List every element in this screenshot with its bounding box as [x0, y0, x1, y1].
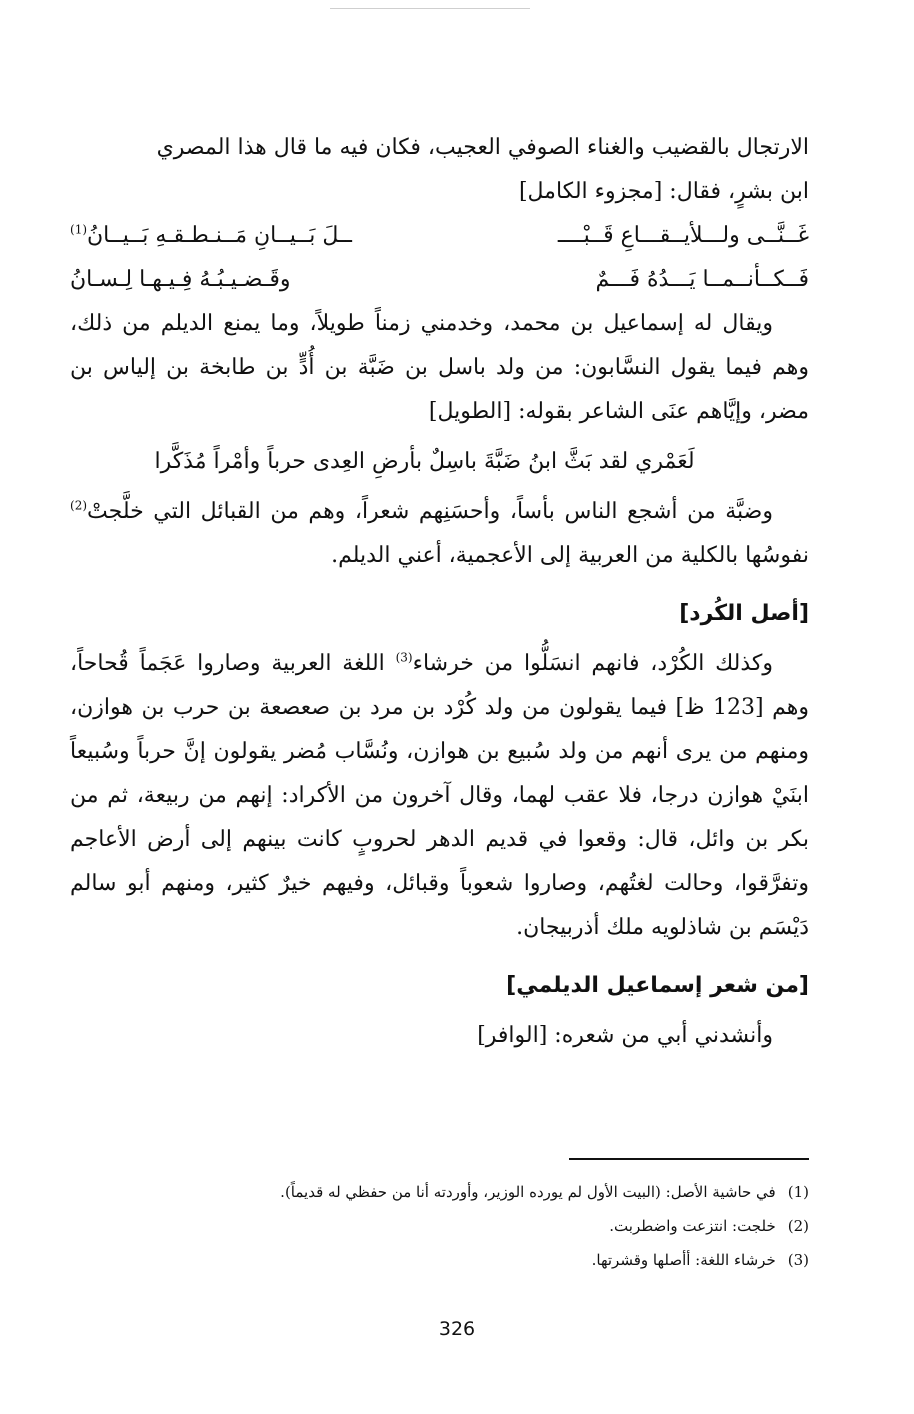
- verse-line-2: [70, 258, 809, 302]
- verse-line-3: لَعَمْري لقد بَثَّ ابنُ ضَبَّةَ باسِلٌ بأرضِ العِدى حرباً وأمْراً مُذَكَّرا: [154, 449, 695, 474]
- paragraph-kurds-part-a: وكذلك الكُرْد، فانهم انسَلُّوا من خرشاء: [412, 651, 774, 676]
- paragraph-3-part-a: وضبَّة من أشجع الناس بأساً، وأحسَنِهم شعراً، وهم من القبائل التي خلَّجتْ: [87, 499, 773, 524]
- footnote-number: (2): [787, 1217, 809, 1235]
- verse-line-1: [70, 214, 809, 258]
- footnote-text: خرشاء اللغة: أأصلها وقشرتها.: [591, 1251, 776, 1269]
- footnote-2: [70, 1209, 809, 1243]
- intro-line: [70, 170, 809, 214]
- footnote-ref-1: (1): [70, 222, 88, 237]
- section-heading-poetry: [من شعر إسماعيل الديلمي]: [506, 973, 809, 998]
- top-rule: [330, 8, 530, 9]
- intro-line-2: ابن بشرٍ، فقال: [مجزوء الكامل]: [518, 179, 809, 204]
- footnote-rule: [569, 1158, 809, 1160]
- footnotes: [70, 1175, 809, 1277]
- paragraph-kurds: [70, 642, 809, 950]
- footnote-ref-3: (3): [395, 650, 413, 665]
- paragraph-3: [70, 490, 809, 578]
- intro-line-1: الارتجال بالقضيب والغناء الصوفي العجيب، فكان فيه ما قال هذا المصري: [156, 135, 809, 160]
- page-number: 326: [438, 1318, 476, 1340]
- footnote-1: [70, 1175, 809, 1209]
- main-text: [70, 126, 809, 1058]
- paragraph-poetry-intro: وأنشدني أبي من شعره: [الوافر]: [477, 1023, 773, 1048]
- footnote-number: (1): [787, 1183, 809, 1201]
- paragraph-3-part-b: نفوسُها بالكلية من العربية إلى الأعجمية، أعني الديلم.: [331, 543, 809, 568]
- paragraph-2: ويقال له إسماعيل بن محمد، وخدمني زمناً طويلاً، وما يمنع الديلم من ذلك، وهم فيما يقول النسَّابون: من ولد باسل بن ضَبَّة بن أُدٍّ بن طابخة بن إلياس بن مضر، وإيَّاهم عنَى الشاعر بقوله: [الطويل]: [70, 311, 809, 424]
- footnote-ref-2: (2): [70, 498, 88, 513]
- footnote-number: (3): [787, 1251, 809, 1269]
- intro-line: [70, 126, 809, 170]
- paragraph-kurds-part-b: اللغة العربية وصاروا عَجَماً قُحاحاً، وهم [123 ظ] فيما يقولون من ولد كُرْد بن مرد بن صعصعة بن حرب بن هوازن، ومنهم من يرى أنهم من ولد سُبيع بن هوازن، ونُسَّاب مُضر يقولون إنَّ حرباً وسُبيعاً ابنَيْ هوازن درجا، فلا عقب لهما، وقال آخرون من الأكراد: إنهم من ربيعة، ثم من بكر بن وائل، قال: وقعوا في قديم الدهر لحروبٍ كانت بينهم إلى أرض الأعاجم وتفرَّقوا، وحالت لغتُهم، وصاروا شعوباً وقبائل، وفيهم خيرٌ كثير، ومنهم أبو سالم دَيْسَم بن شاذلويه ملك أذربيجان.: [70, 651, 809, 940]
- section-heading-kurds: [أصل الكُرد]: [679, 601, 809, 626]
- verse1-hemistich-b-wrap: [70, 214, 352, 258]
- verse2-hemistich-b: وقَـضـيـبُـهُ فِـيـهـا لِـسـانُ: [70, 267, 291, 292]
- footnote-3: [70, 1243, 809, 1277]
- verse1-hemistich-a: غَــنَّــى ولـــلأيــقـــاعِ قَــبْــــ: [557, 223, 809, 248]
- footnote-text: في حاشية الأصل: (البيت الأول لم يورده الوزير، وأوردته أنا من حفظي له قديماً).: [280, 1183, 776, 1201]
- verse2-hemistich-a: فَــكــأنــمــا يَـــدُهُ فَـــمٌ: [595, 267, 809, 292]
- footnote-text: خلجت: انتزعت واضطربت.: [609, 1217, 776, 1235]
- verse1-hemistich-b: ــلَ بَــيــانِ مَــنـطـقـهِ بَــيــانُ: [87, 223, 352, 248]
